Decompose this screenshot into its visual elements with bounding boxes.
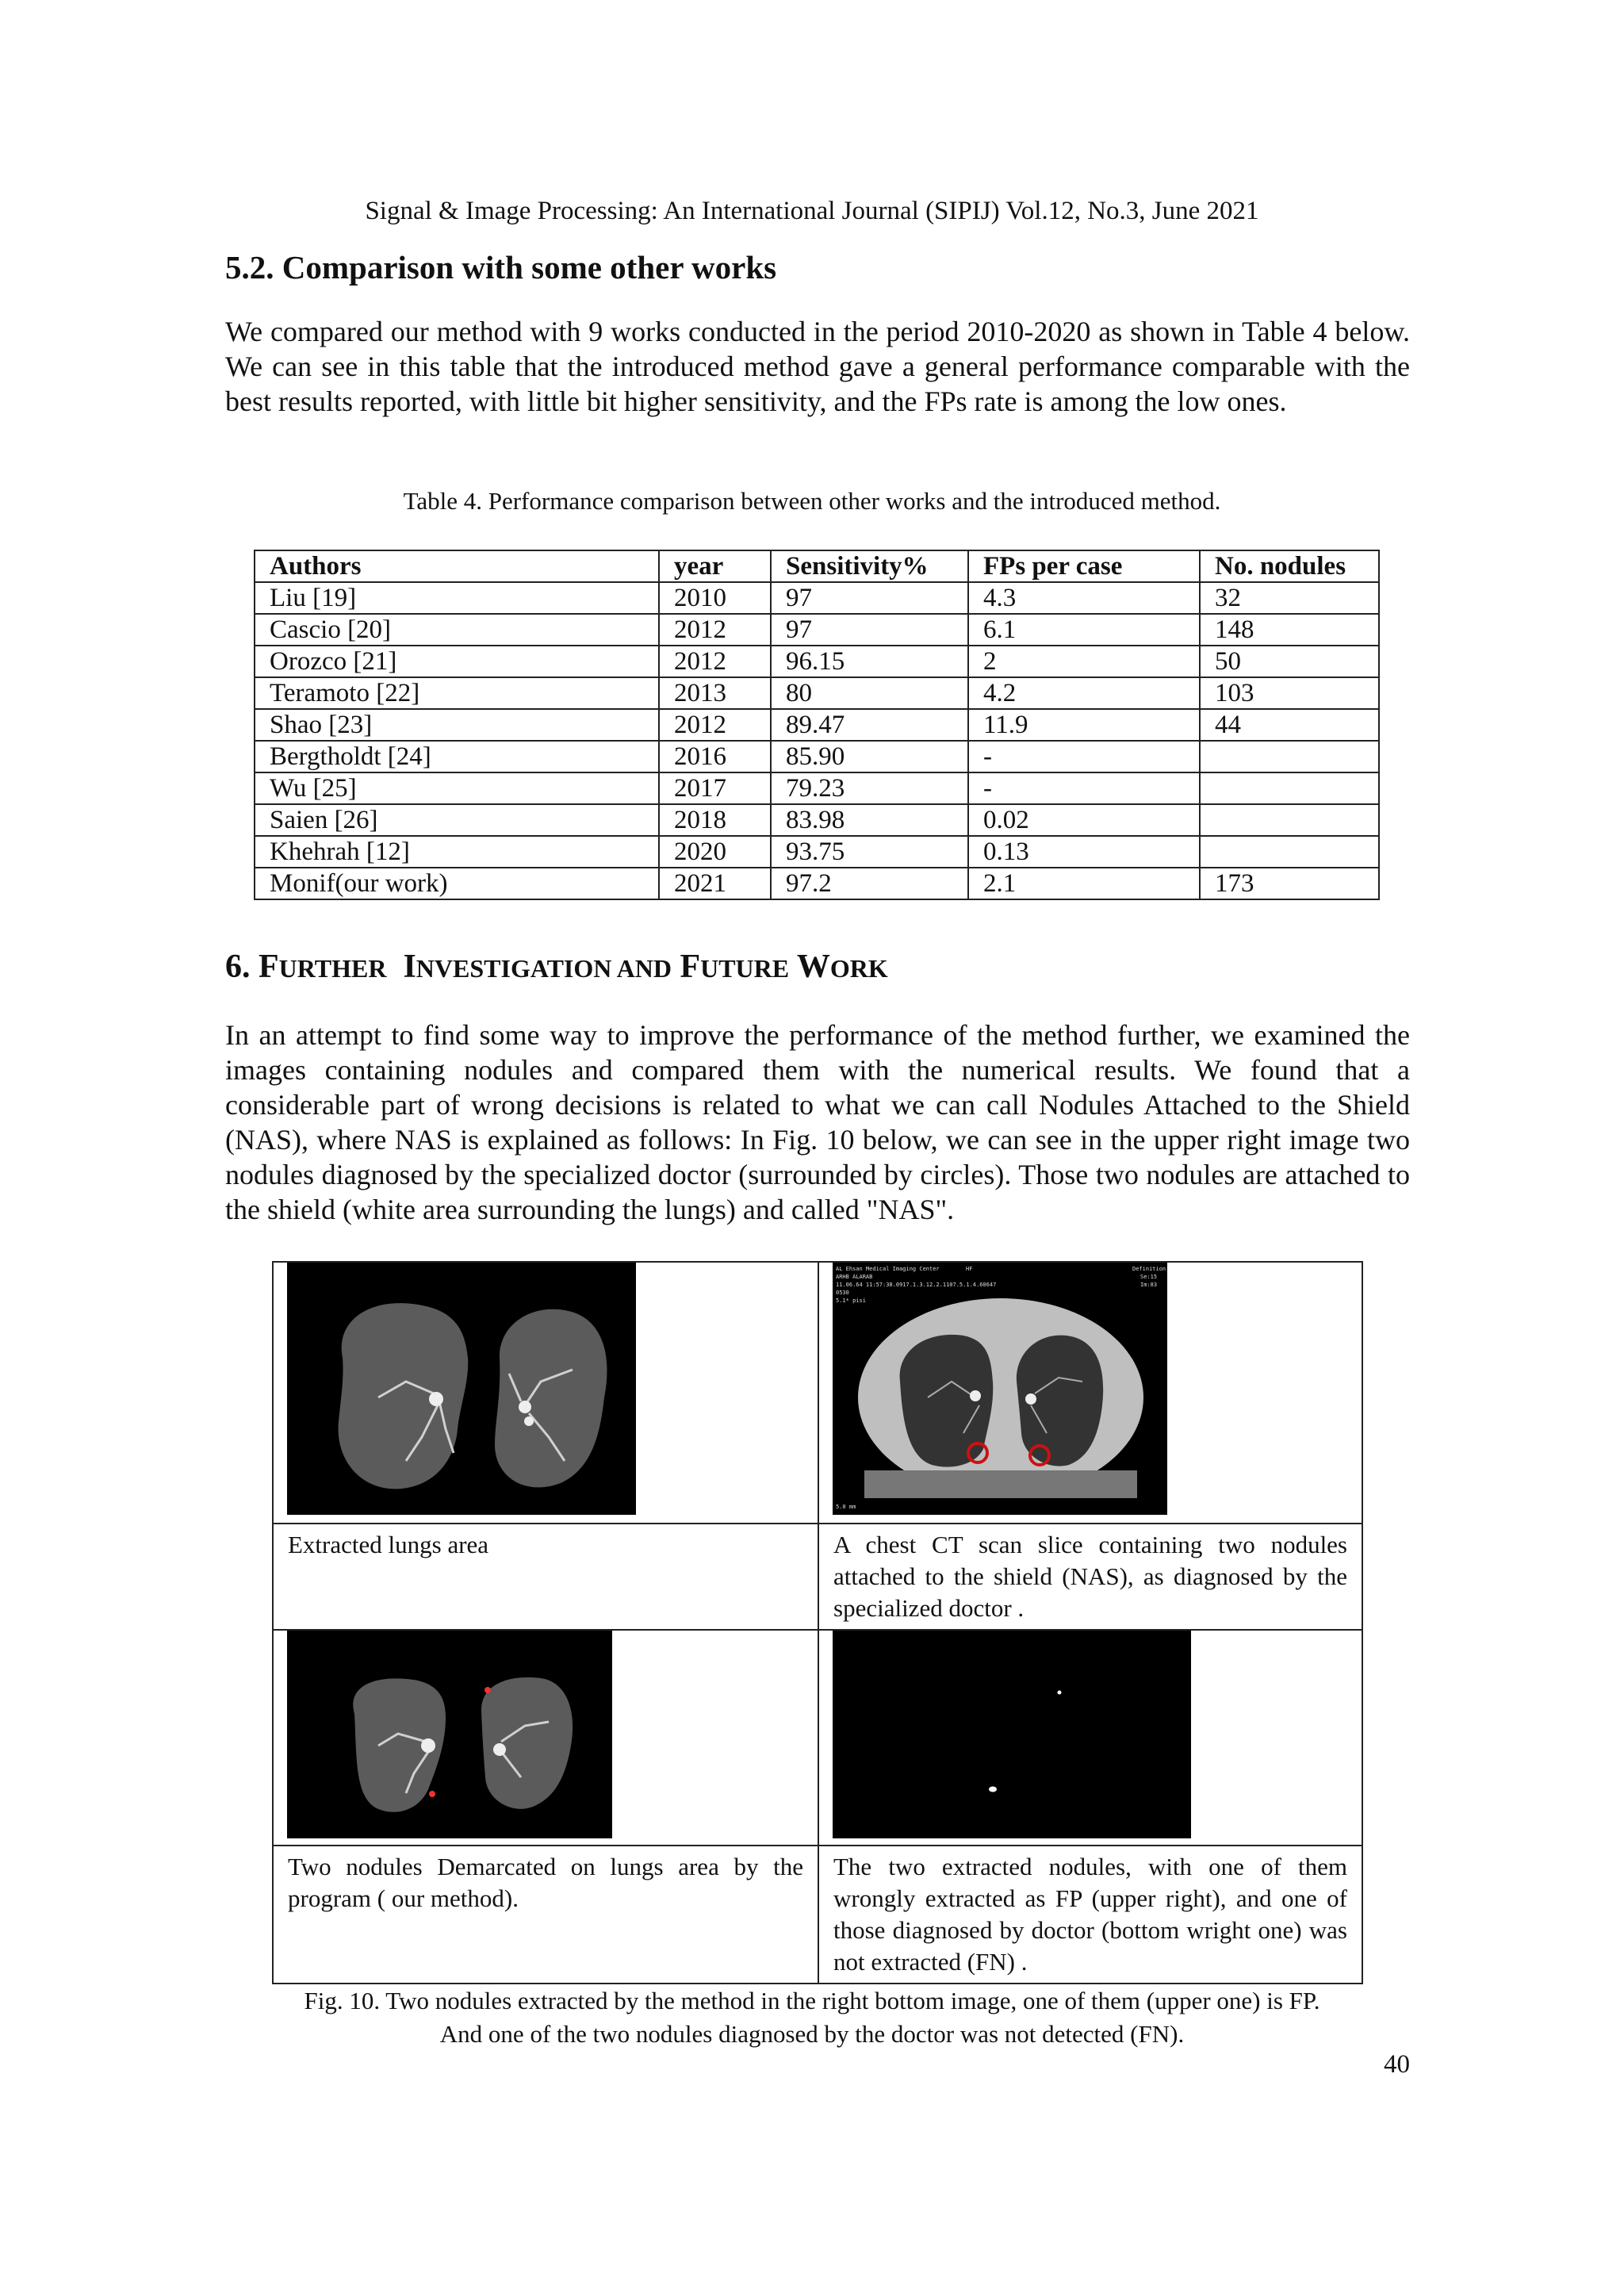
table-row (255, 804, 1379, 836)
table-cell: 2018 (659, 804, 771, 836)
section-number: 6. (225, 949, 251, 985)
table-row (255, 646, 1379, 677)
ct-overlay-text: ARHB ALARAB (836, 1274, 873, 1280)
page-number: 40 (1384, 2050, 1410, 2079)
table-cell: 85.90 (771, 741, 968, 772)
paragraph-comparison: We compared our method with 9 works conducted in the period 2010-2020 as shown in Table 4 below. We can see in this table that the introduced method gave a general performance comparable with the best results reported, with little bit higher sensitivity, and the FPs rate is among the low ones. (225, 316, 1410, 417)
table-cell: 6.1 (968, 614, 1200, 646)
figure-caption-top-left: Extracted lungs area (273, 1524, 818, 1630)
table-cell: 2.1 (968, 868, 1200, 899)
figure-10-caption (0, 1984, 1624, 2051)
table-cell: 103 (1200, 677, 1379, 709)
table-cell: 148 (1200, 614, 1379, 646)
column-header: FPs per case (968, 550, 1200, 582)
table-cell: 32 (1200, 582, 1379, 614)
column-header: No. nodules (1200, 550, 1379, 582)
table-cell: 97.2 (771, 868, 968, 899)
figure-10-grid (272, 1261, 1363, 1984)
table-cell: 2013 (659, 677, 771, 709)
heading-initial: W (796, 949, 830, 985)
figure-cell-demarcated-lungs (273, 1630, 818, 1846)
ct-overlay-text: HF (966, 1266, 973, 1272)
table-cell (1200, 772, 1379, 804)
table-cell: 83.98 (771, 804, 968, 836)
table-cell: 44 (1200, 709, 1379, 741)
ct-overlay-text: Im:83 (1140, 1282, 1158, 1288)
table-cell: Monif(our work) (255, 868, 659, 899)
table-cell: Bergtholdt [24] (255, 741, 659, 772)
table-cell: 97 (771, 614, 968, 646)
heading-word: NVESTIGATION AND (416, 954, 672, 983)
heading-initial: I (403, 949, 416, 985)
table-cell: Shao [23] (255, 709, 659, 741)
table-cell: 89.47 (771, 709, 968, 741)
table-cell: 2 (968, 646, 1200, 677)
table-cell: 2016 (659, 741, 771, 772)
table-cell: 2012 (659, 614, 771, 646)
table-cell: 97 (771, 582, 968, 614)
table-cell: - (968, 741, 1200, 772)
table-row (255, 772, 1379, 804)
table-header-row (255, 550, 1379, 582)
ct-overlay-text: 5.0 mm (836, 1504, 856, 1510)
table-cell: 96.15 (771, 646, 968, 677)
ct-overlay-text: Definition (1132, 1266, 1166, 1272)
extracted-lungs-image (287, 1263, 636, 1515)
column-header: Authors (255, 550, 659, 582)
ct-scan-image (833, 1263, 1167, 1515)
heading-initial: F (259, 949, 279, 985)
table-cell: Khehrah [12] (255, 836, 659, 868)
table-cell: 80 (771, 677, 968, 709)
table-cell: 2021 (659, 868, 771, 899)
table-row (255, 836, 1379, 868)
table-cell: - (968, 772, 1200, 804)
heading-initial: F (680, 949, 701, 985)
table-cell: 2020 (659, 836, 771, 868)
section-heading-5-2: 5.2. Comparison with some other works (225, 249, 777, 286)
table-row (255, 582, 1379, 614)
table-row (255, 677, 1379, 709)
table-row (255, 614, 1379, 646)
ct-overlay-text: 0530 (836, 1290, 849, 1296)
column-header: Sensitivity% (771, 550, 968, 582)
heading-word: ORK (829, 954, 888, 983)
table-cell: 4.3 (968, 582, 1200, 614)
demarcated-lungs-image (287, 1631, 612, 1838)
table-row (255, 868, 1379, 899)
ct-overlay-text: 11.06.64 11:57:38.0917.1.3.12.2.1107.5.1.4.60647 (836, 1282, 997, 1288)
table-cell: 173 (1200, 868, 1379, 899)
ct-overlay-text: Se:15 (1140, 1274, 1158, 1280)
table-cell: 2012 (659, 646, 771, 677)
figure-caption-line: Fig. 10. Two nodules extracted by the method in the right bottom image, one of them (upper one) is FP. (304, 1987, 1320, 2014)
figure-cell-ct-scan (818, 1262, 1362, 1524)
table-cell: Liu [19] (255, 582, 659, 614)
section-heading-6 (225, 948, 888, 986)
table-caption: Table 4. Performance comparison between other works and the introduced method. (403, 487, 1221, 515)
figure-cell-extracted-lungs (273, 1262, 818, 1524)
table-cell (1200, 804, 1379, 836)
table-row (255, 709, 1379, 741)
figure-caption-bottom-left: Two nodules Demarcated on lungs area by the program ( our method). (273, 1846, 818, 1984)
figure-cell-extracted-nodules (818, 1630, 1362, 1846)
table-cell: 2017 (659, 772, 771, 804)
heading-word: URTHER (278, 954, 387, 983)
table-cell: 0.02 (968, 804, 1200, 836)
table-cell (1200, 836, 1379, 868)
table-cell: 2012 (659, 709, 771, 741)
table-cell: Saien [26] (255, 804, 659, 836)
ct-overlay-text: AL Ehsan Medical Imaging Center (836, 1266, 940, 1272)
table-cell: 79.23 (771, 772, 968, 804)
table-cell: 0.13 (968, 836, 1200, 868)
figure-caption-line: And one of the two nodules diagnosed by the doctor was not detected (FN). (439, 2020, 1185, 2048)
table-cell: Cascio [20] (255, 614, 659, 646)
table-row (255, 741, 1379, 772)
figure-caption-bottom-right: The two extracted nodules, with one of them wrongly extracted as FP (upper right), and one of those diagnosed by doctor (bottom wright one) was not extracted (FN) . (818, 1846, 1362, 1984)
table-cell: 2010 (659, 582, 771, 614)
table-cell: 11.9 (968, 709, 1200, 741)
table-cell (1200, 741, 1379, 772)
table-cell: 4.2 (968, 677, 1200, 709)
column-header: year (659, 550, 771, 582)
table-cell: 93.75 (771, 836, 968, 868)
table-cell: Teramoto [22] (255, 677, 659, 709)
heading-word: UTURE (700, 954, 790, 983)
running-header: Signal & Image Processing: An International Journal (SIPIJ) Vol.12, No.3, June 2021 (365, 197, 1259, 225)
extracted-nodules-image (833, 1631, 1191, 1838)
table-cell: 50 (1200, 646, 1379, 677)
performance-table (254, 550, 1380, 900)
table-cell: Orozco [21] (255, 646, 659, 677)
table-cell: Wu [25] (255, 772, 659, 804)
paragraph-further-investigation: In an attempt to find some way to improve the performance of the method further, we examined the images containing nodules and compared them with the numerical results. We found that a considerable part of wrong decisions is related to what we can call Nodules Attached to the Shield (NAS), where NAS is explained as follows: In Fig. 10 below, we can see in the upper right image two nodules diagnosed by the specialized doctor (surrounded by circles). Those two nodules are attached to the shield (white area surrounding the lungs) and called "NAS". (225, 1019, 1410, 1225)
figure-caption-top-right: A chest CT scan slice containing two nodules attached to the shield (NAS), as diagnosed by the specialized doctor . (818, 1524, 1362, 1630)
ct-overlay-text: 5.1* pisi (836, 1297, 866, 1304)
